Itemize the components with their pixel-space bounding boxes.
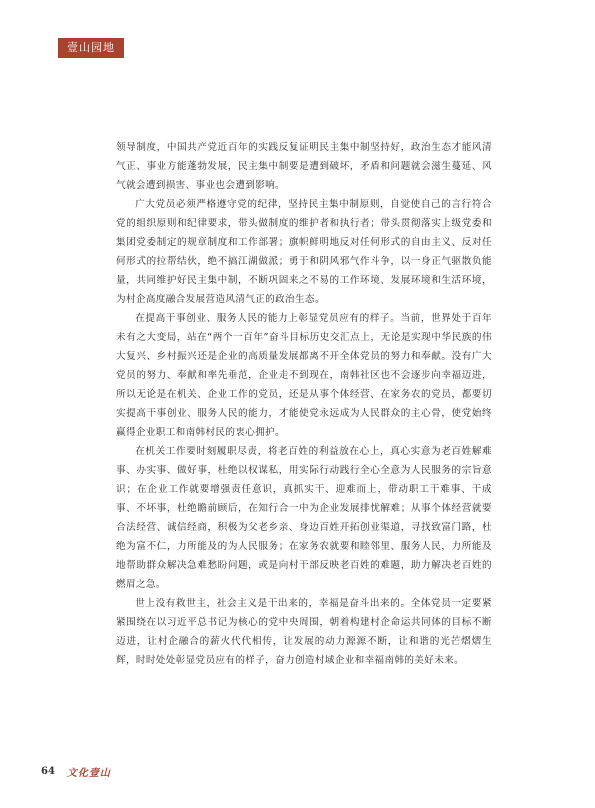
article-paragraph: 广大党员必须严格遵守党的纪律，坚持民主集中制原则，自觉使自己的言行符合党的组织原则和纪律要求，带头做制度的维护者和执行者；带头贯彻落实上级党委和集团党委制定的规章制度和工作部署；旗帜鲜明地反对任何形式的自由主义、反对任何形式的拉帮结伙，绝不搞江湖做派；勇于和阴风邪气作斗争，以一身正气驱散负能量，共同维护好民主集中制，不断巩固来之不易的工作环境、发展环境和生活环境，为村企高度融合发展营造风清气正的政治生态。 bbox=[116, 199, 492, 305]
page-footer bbox=[41, 763, 111, 779]
article-paragraph: 在机关工作要时刻履职尽责，将老百姓的利益放在心上，真心实意为老百姓解难事、办实事、做好事，杜绝以权谋私，用实际行动践行全心全意为人民服务的宗旨意识；在企业工作就要增强责任意识，真抓实干、迎难而上，带动职工干难事、干成事、不坏事，杜绝瞻前顾后，在知行合一中为企业发展排忧解难；从事个体经营就要合法经营、诚信经商，积极为父老乡亲、身边百姓开拓创业渠道，寻找致富门路，杜绝为富不仁，力所能及的为人民服务；在家务农就要和睦邻里、服务人民，力所能及地帮助群众解决急难愁盼问题，或是向村干部反映老百姓的难题，助力解决老百姓的燃眉之急。 bbox=[116, 446, 492, 590]
article-paragraph: 世上没有救世主，社会主义是干出来的，幸福是奋斗出来的。全体党员一定要紧紧围绕在以习近平总书记为核心的党中央周围，朝着构建村企命运共同体的目标不断迈进，让村企融合的薪火代代相传，让发展的动力源源不断，让和谐的光芒熠熠生辉，时时处处彰显党员应有的样子，奋力创造村域企业和幸福南韩的美好未来。 bbox=[116, 598, 492, 666]
publication-logo: 文化壹山 bbox=[66, 767, 111, 779]
article-paragraph: 领导制度，中国共产党近百年的实践反复证明民主集中制坚持好，政治生态才能风清气正、事业方能蓬勃发展，民主集中制要是遭到破坏，矛盾和问题就会滋生蔓延、风气就会遭到损害、事业也会遭到影响。 bbox=[116, 142, 492, 191]
article-paragraph: 在提高干事创业、服务人民的能力上彰显党员应有的样子。当前，世界处于百年未有之大变局，站在“两个一百年”奋斗目标历史交汇点上，无论是实现中华民族的伟大复兴、乡村振兴还是企业的高质量发展都离不开全体党员的努力和奉献。没有广大党员的努力、奉献和率先垂范，企业走不到现在，南韩社区也不会逐步向幸福迈进，所以无论是在机关、企业工作的党员，还是从事个体经营、在家务农的党员，都要切实提高干事创业、服务人民的能力，才能使党永远成为人民群众的主心骨，使党始终赢得企业职工和南韩村民的衷心拥护。 bbox=[116, 313, 492, 438]
page-number: 64 bbox=[41, 765, 55, 777]
section-tag: 壹山园地 bbox=[58, 38, 124, 58]
article-body bbox=[116, 138, 492, 670]
